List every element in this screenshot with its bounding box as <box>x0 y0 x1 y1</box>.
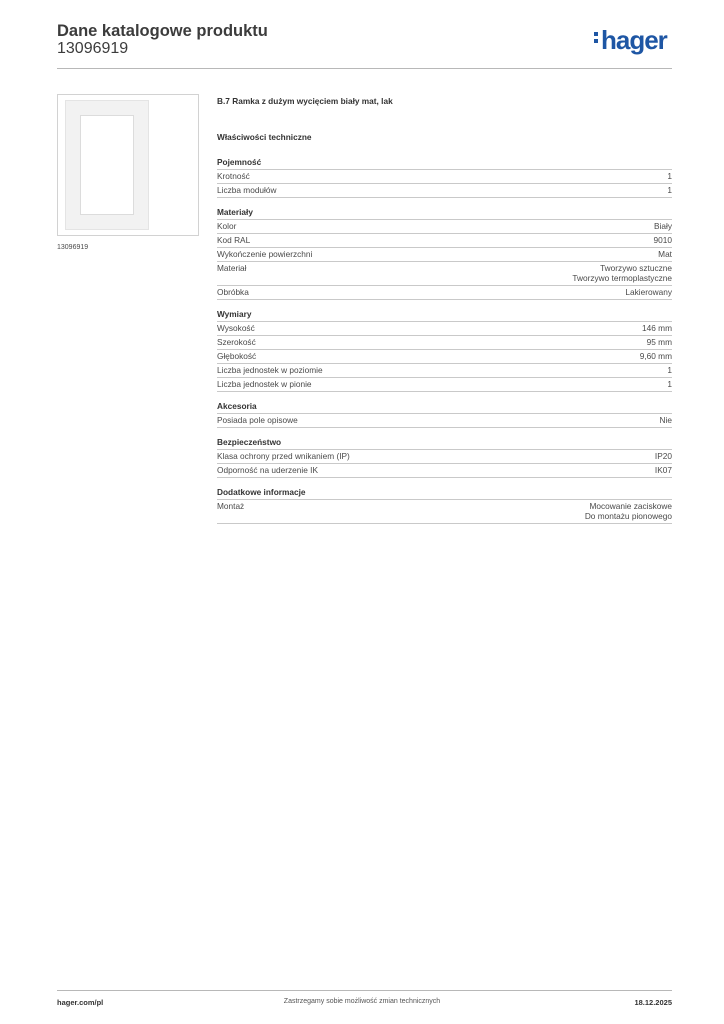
spec-value <box>642 323 672 333</box>
spec-value <box>625 287 672 297</box>
spec-row <box>217 184 672 198</box>
spec-value-line: 1 <box>667 379 672 389</box>
spec-value-line: 1 <box>667 185 672 195</box>
spec-value <box>667 171 672 181</box>
product-name: B.7 Ramka z dużym wycięciem biały mat, lak <box>217 96 393 106</box>
spec-label: Wykończenie powierzchni <box>217 249 313 259</box>
section-heading: Wymiary <box>217 309 672 322</box>
spec-value <box>667 365 672 375</box>
footer-divider <box>57 990 672 991</box>
spec-value-line: 146 mm <box>642 323 672 333</box>
spec-section <box>217 309 672 392</box>
frame-cutout <box>80 115 134 215</box>
spec-value <box>640 351 672 361</box>
spec-label: Krotność <box>217 171 250 181</box>
spec-section <box>217 487 672 524</box>
spec-row <box>217 500 672 524</box>
spec-row <box>217 248 672 262</box>
spec-value <box>655 451 672 461</box>
spec-value-line: Mat <box>658 249 672 259</box>
logo-dots-icon <box>594 32 598 46</box>
spec-label: Kod RAL <box>217 235 251 245</box>
spec-label: Szerokość <box>217 337 256 347</box>
spec-row <box>217 364 672 378</box>
spec-value-line: 9,60 mm <box>639 351 672 361</box>
spec-label: Obróbka <box>217 287 249 297</box>
spec-value <box>572 263 672 283</box>
spec-section <box>217 207 672 300</box>
spec-sections <box>217 157 672 524</box>
spec-label: Montaż <box>217 501 245 511</box>
footer-website[interactable]: hager.com/pl <box>57 998 104 1007</box>
spec-value-line: Mocowanie zaciskowe <box>589 501 672 511</box>
section-heading: Materiały <box>217 207 672 220</box>
spec-label: Głębokość <box>217 351 257 361</box>
spec-row <box>217 170 672 184</box>
spec-value <box>667 379 672 389</box>
spec-row <box>217 336 672 350</box>
section-heading: Akcesoria <box>217 401 672 414</box>
spec-row <box>217 414 672 428</box>
spec-row <box>217 220 672 234</box>
section-heading: Pojemność <box>217 157 672 170</box>
spec-value-line: 95 mm <box>646 337 672 347</box>
spec-panel <box>217 96 672 533</box>
spec-label: Kolor <box>217 221 237 231</box>
spec-value-line: Do montażu pionowego <box>584 511 672 521</box>
spec-row <box>217 464 672 478</box>
spec-label: Wysokość <box>217 323 255 333</box>
product-number: 13096919 <box>57 40 129 57</box>
spec-section <box>217 401 672 428</box>
spec-row <box>217 450 672 464</box>
frame-image-icon <box>65 100 149 230</box>
spec-value <box>667 185 672 195</box>
spec-section <box>217 157 672 198</box>
logo-text: hager <box>601 25 667 55</box>
spec-label: Odporność na uderzenie IK <box>217 465 319 475</box>
spec-value <box>655 465 672 475</box>
product-image-caption: 13096919 <box>57 244 89 251</box>
spec-label: Liczba jednostek w pionie <box>217 379 312 389</box>
spec-value <box>658 249 672 259</box>
spec-value-line: Tworzywo sztuczne <box>600 263 672 273</box>
spec-label: Posiada pole opisowe <box>217 415 298 425</box>
spec-value-line: 1 <box>667 365 672 375</box>
page-title: Dane katalogowe produktu <box>57 22 268 40</box>
spec-value-line: Tworzywo termoplastyczne <box>572 273 672 283</box>
spec-value-line: IP20 <box>654 451 672 461</box>
spec-value <box>654 235 672 245</box>
spec-value <box>647 337 672 347</box>
spec-label: Liczba jednostek w poziomie <box>217 365 323 375</box>
spec-value-line: IK07 <box>654 465 672 475</box>
spec-row <box>217 286 672 300</box>
spec-title: Właściwości techniczne <box>217 132 312 142</box>
section-heading: Bezpieczeństwo <box>217 437 672 450</box>
spec-value-line: 1 <box>667 171 672 181</box>
spec-label: Materiał <box>217 263 247 273</box>
spec-row <box>217 262 672 286</box>
spec-value <box>660 415 672 425</box>
spec-value-line: Nie <box>659 415 672 425</box>
spec-value-line: 9010 <box>653 235 672 245</box>
product-image <box>57 94 199 236</box>
spec-value-line: Biały <box>654 221 672 231</box>
spec-section <box>217 437 672 478</box>
spec-row <box>217 234 672 248</box>
footer-date: 18.12.2025 <box>634 998 672 1007</box>
spec-label: Liczba modułów <box>217 185 277 195</box>
spec-row <box>217 350 672 364</box>
spec-value <box>585 501 672 521</box>
spec-row <box>217 322 672 336</box>
spec-row <box>217 378 672 392</box>
spec-value-line: Lakierowany <box>625 287 672 297</box>
header-divider <box>57 68 672 69</box>
spec-label: Klasa ochrony przed wnikaniem (IP) <box>217 451 350 461</box>
spec-value <box>654 221 672 231</box>
hager-logo <box>594 27 667 53</box>
footer-disclaimer: Zastrzegamy sobie możliwość zmian technicznych <box>283 998 441 1005</box>
section-heading: Dodatkowe informacje <box>217 487 672 500</box>
